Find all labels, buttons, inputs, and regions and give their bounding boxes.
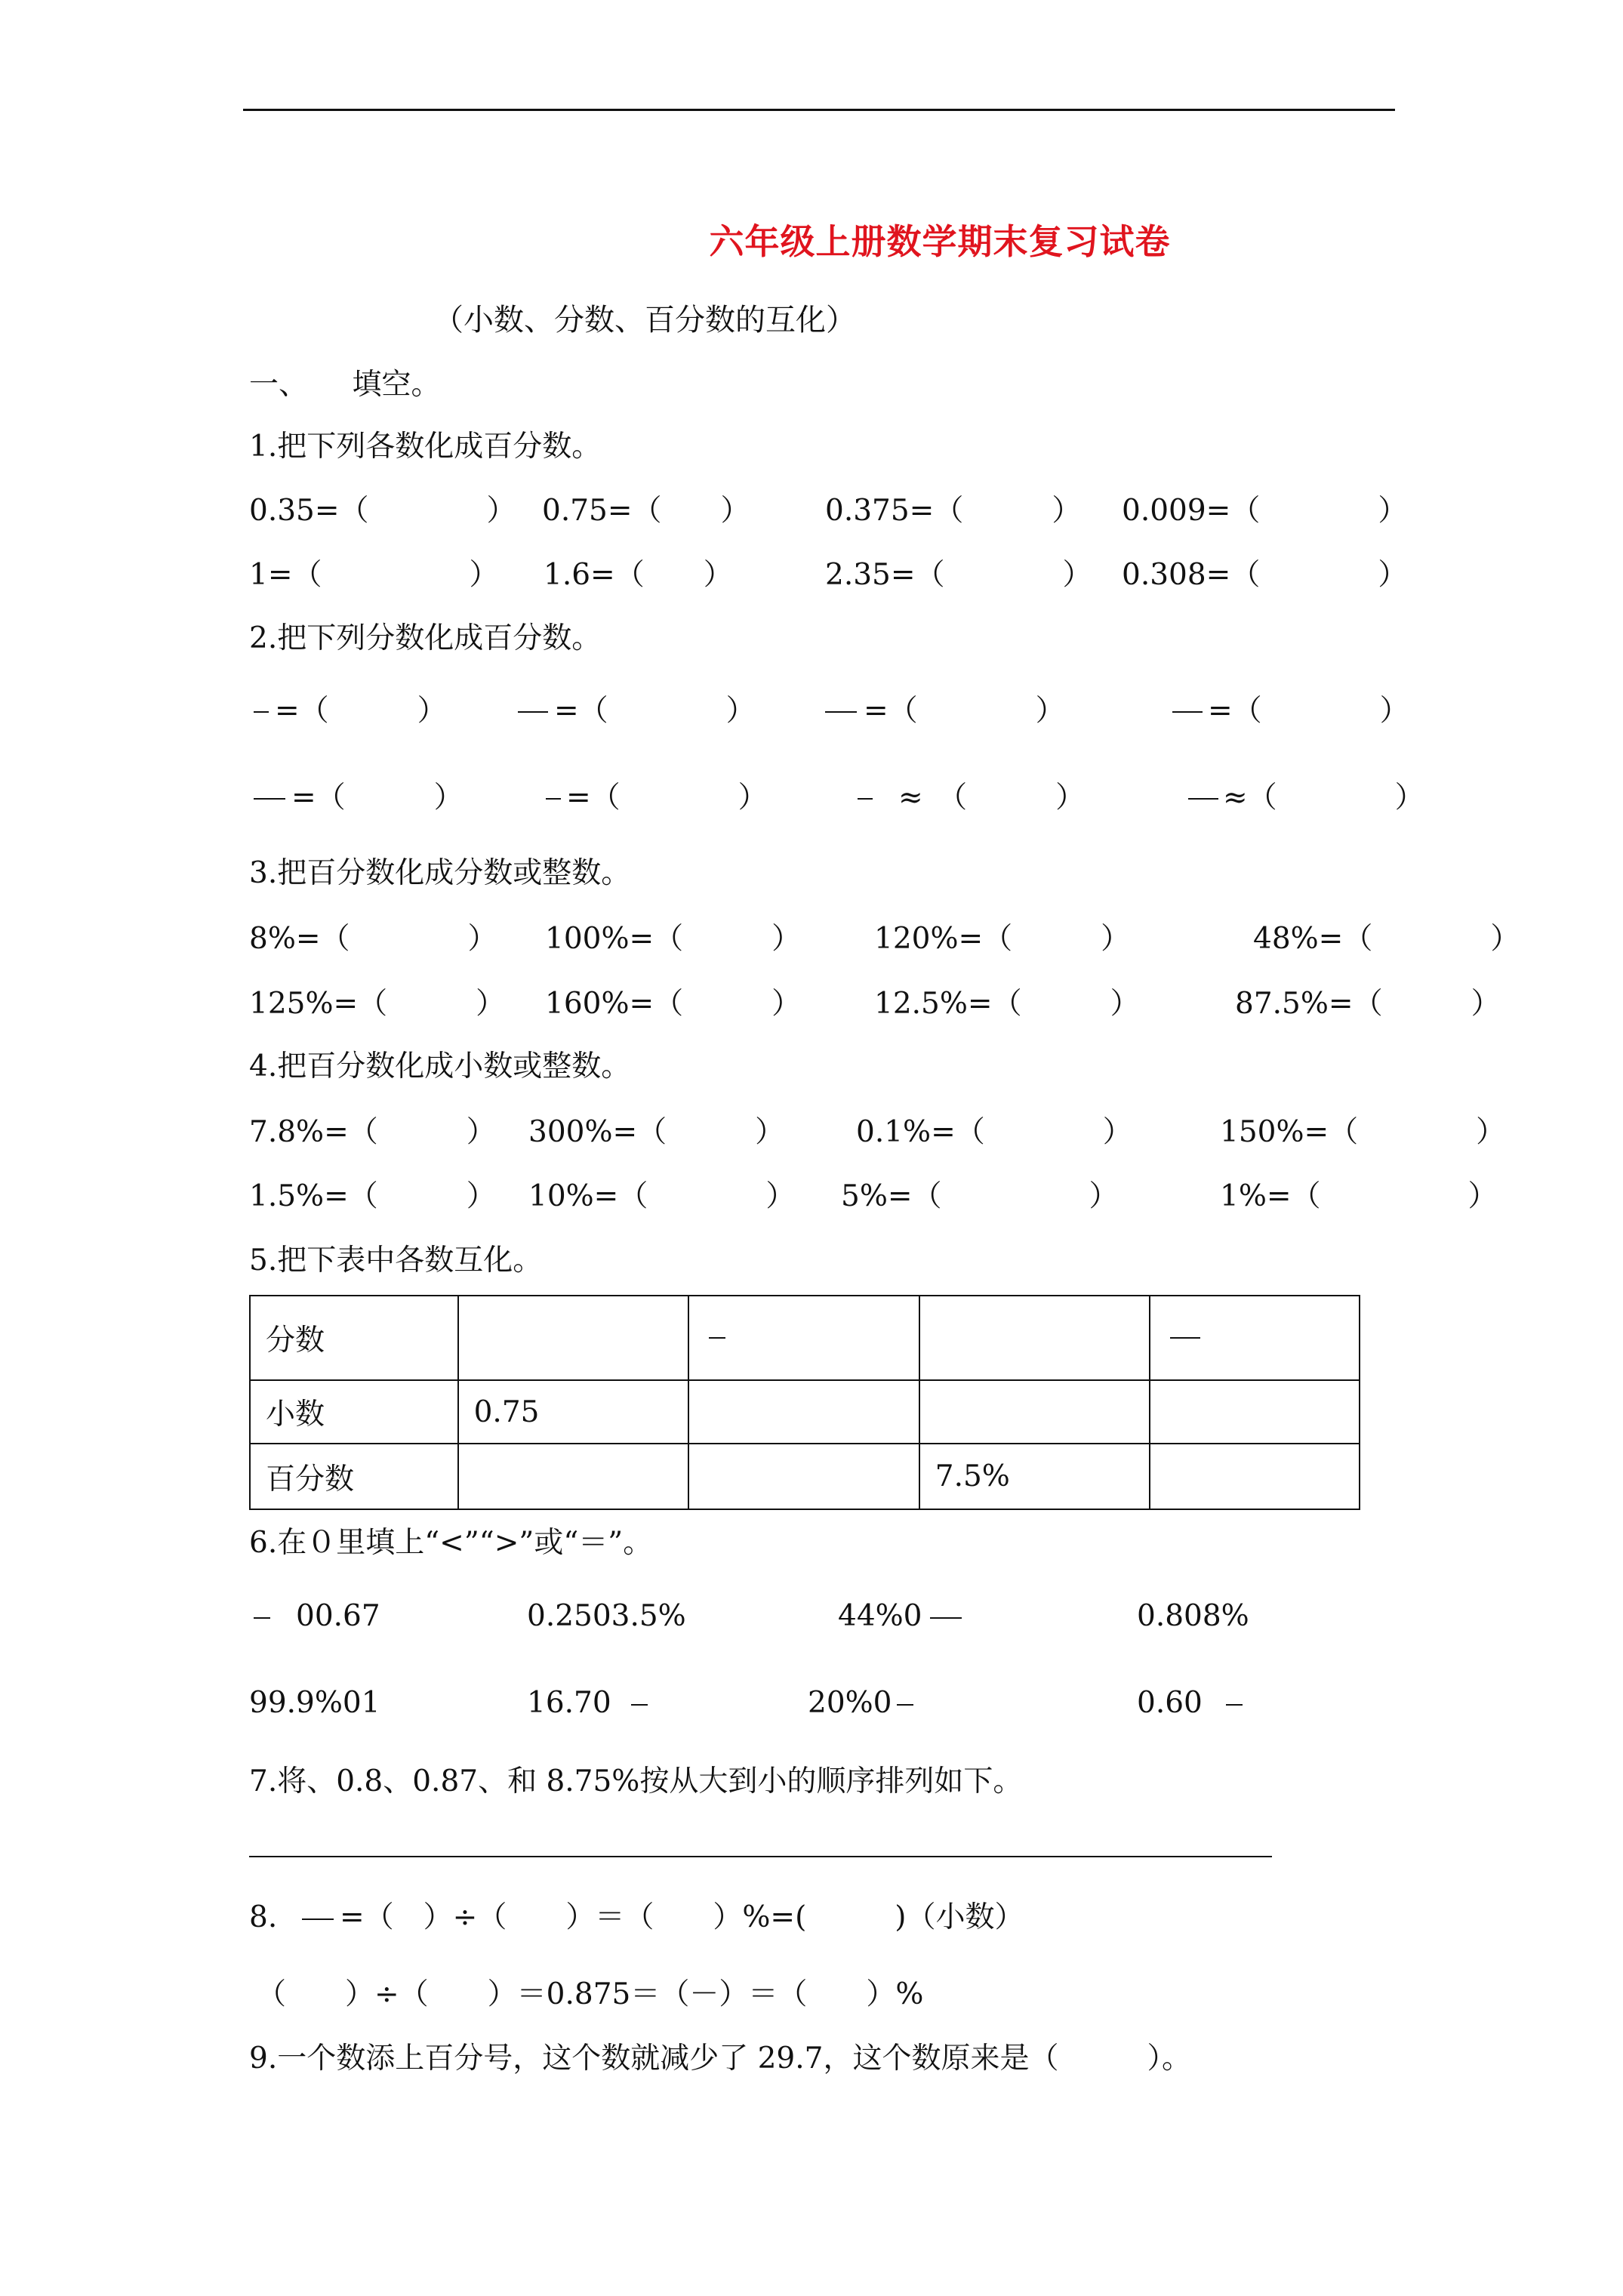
q3-item: 48%=（ ） <box>1253 922 1520 956</box>
q6-item: 44%0 <box>838 1599 922 1633</box>
q1-item: 2.35=（ ） <box>825 558 1092 592</box>
q3-item: 12.5%=（ ） <box>874 987 1140 1021</box>
q1-heading: 1.把下列各数化成百分数。 <box>249 430 602 464</box>
row-label: 小数 <box>250 1380 458 1444</box>
table-cell[interactable]: 7.5% <box>919 1444 1150 1509</box>
q2-item: =（ ） <box>1208 694 1409 728</box>
q1-item: 1.6=（ ） <box>544 558 733 592</box>
answer-line[interactable] <box>249 1856 1272 1857</box>
fraction-bar <box>709 1337 725 1339</box>
fraction-bar <box>825 711 857 713</box>
q4-item: 0.1%=（ ） <box>856 1115 1132 1149</box>
q2-item: =（ ） <box>275 694 447 728</box>
table-cell[interactable] <box>688 1380 919 1444</box>
fraction-bar <box>302 1918 334 1920</box>
table-cell[interactable] <box>919 1296 1150 1380</box>
q2-item: ≈ （ ） <box>898 781 1086 815</box>
table-cell[interactable] <box>688 1444 919 1509</box>
row-label: 分数 <box>250 1296 458 1380</box>
fraction-bar <box>1226 1704 1243 1706</box>
q6-item: 99.9%01 <box>249 1686 380 1720</box>
q1-item: 0.375=（ ） <box>825 494 1082 528</box>
q4-heading: 4.把百分数化成小数或整数。 <box>249 1049 631 1083</box>
q6-item: 0.60 <box>1137 1686 1203 1720</box>
q3-item: 87.5%=（ ） <box>1235 987 1501 1021</box>
q2-item: ≈（ ） <box>1223 781 1424 815</box>
table-cell[interactable] <box>1150 1380 1360 1444</box>
q3-heading: 3.把百分数化成分数或整数。 <box>249 856 631 890</box>
q4-item: 1.5%=（ ） <box>249 1179 496 1213</box>
q4-item: 10%=（ ） <box>528 1179 796 1213</box>
page-title: 六年级上册数学期末复习试卷 <box>709 221 1171 262</box>
q5-heading: 5.把下表中各数互化。 <box>249 1244 543 1277</box>
table-cell[interactable] <box>458 1444 689 1509</box>
q6-item: 20%0 <box>808 1686 892 1720</box>
q1-item: 0.308=（ ） <box>1122 558 1408 592</box>
q4-item: 150%=（ ） <box>1220 1115 1506 1149</box>
q2-item: =（ ） <box>566 781 768 815</box>
table-row <box>250 1296 1360 1380</box>
fraction-bar <box>930 1617 962 1619</box>
q4-item: 1%=（ ） <box>1220 1179 1498 1213</box>
q1-item: 1=（ ） <box>249 558 499 592</box>
q3-item: 120%=（ ） <box>874 922 1131 956</box>
q4-item: 5%=（ ） <box>841 1179 1119 1213</box>
page-subtitle: （小数、分数、百分数的互化） <box>433 303 856 337</box>
q1-item: 0.75=（ ） <box>542 494 750 528</box>
fraction-bar <box>254 1617 270 1619</box>
header-rule <box>243 109 1395 111</box>
table-cell[interactable] <box>688 1296 919 1380</box>
q1-item: 0.35=（ ） <box>249 494 516 528</box>
q4-item: 7.8%=（ ） <box>249 1115 496 1149</box>
table-cell[interactable] <box>458 1296 689 1380</box>
q6-item: 16.70 <box>527 1686 611 1720</box>
fraction-bar <box>546 798 561 800</box>
q2-item: =（ ） <box>291 781 463 815</box>
row-label: 百分数 <box>250 1444 458 1509</box>
fraction-bar <box>897 1704 913 1706</box>
fraction-bar <box>518 711 548 713</box>
q8-line: （ ）÷（ ）＝0.875＝（－）＝（ ）% <box>257 1977 924 2011</box>
table-cell[interactable] <box>919 1380 1150 1444</box>
conversion-table <box>249 1295 1360 1510</box>
q1-item: 0.009=（ ） <box>1122 494 1408 528</box>
q3-item: 160%=（ ） <box>545 987 802 1021</box>
q2-heading: 2.把下列分数化成百分数。 <box>249 621 602 655</box>
fraction-bar <box>1188 798 1218 800</box>
fraction-bar <box>254 711 269 713</box>
q2-item: =（ ） <box>864 694 1065 728</box>
fraction-bar <box>254 798 285 800</box>
q3-item: 125%=（ ） <box>249 987 506 1021</box>
q6-item: 00.67 <box>296 1599 380 1633</box>
fraction-bar <box>1172 711 1203 713</box>
q7-heading: 7.将、0.8、0.87、和 8.75%按从大到小的顺序排列如下。 <box>249 1764 1023 1798</box>
fraction-bar <box>858 798 873 800</box>
fraction-bar <box>1170 1337 1200 1339</box>
q8-line: =（ ）÷（ ）＝（ ）%=( )（小数） <box>340 1900 1024 1934</box>
q4-item: 300%=（ ） <box>528 1115 785 1149</box>
q2-item: =（ ） <box>554 694 756 728</box>
q3-item: 8%=（ ） <box>249 922 497 956</box>
q3-item: 100%=（ ） <box>545 922 802 956</box>
q6-item: 0.2503.5% <box>527 1599 686 1633</box>
table-cell[interactable]: 0.75 <box>458 1380 689 1444</box>
table-cell[interactable] <box>1150 1296 1360 1380</box>
q6-heading: 6.在０里填上“<”“>”或“＝”。 <box>249 1526 653 1560</box>
q8-number: 8. <box>249 1900 278 1934</box>
q9-text: 9.一个数添上百分号，这个数就减少了 29.7，这个数原来是（ ）。 <box>249 2042 1191 2076</box>
table-row <box>250 1380 1360 1444</box>
fraction-bar <box>631 1704 648 1706</box>
table-row <box>250 1444 1360 1509</box>
section-heading: 一、 填空。 <box>249 368 441 402</box>
table-cell[interactable] <box>1150 1444 1360 1509</box>
q6-item: 0.808% <box>1137 1599 1249 1633</box>
